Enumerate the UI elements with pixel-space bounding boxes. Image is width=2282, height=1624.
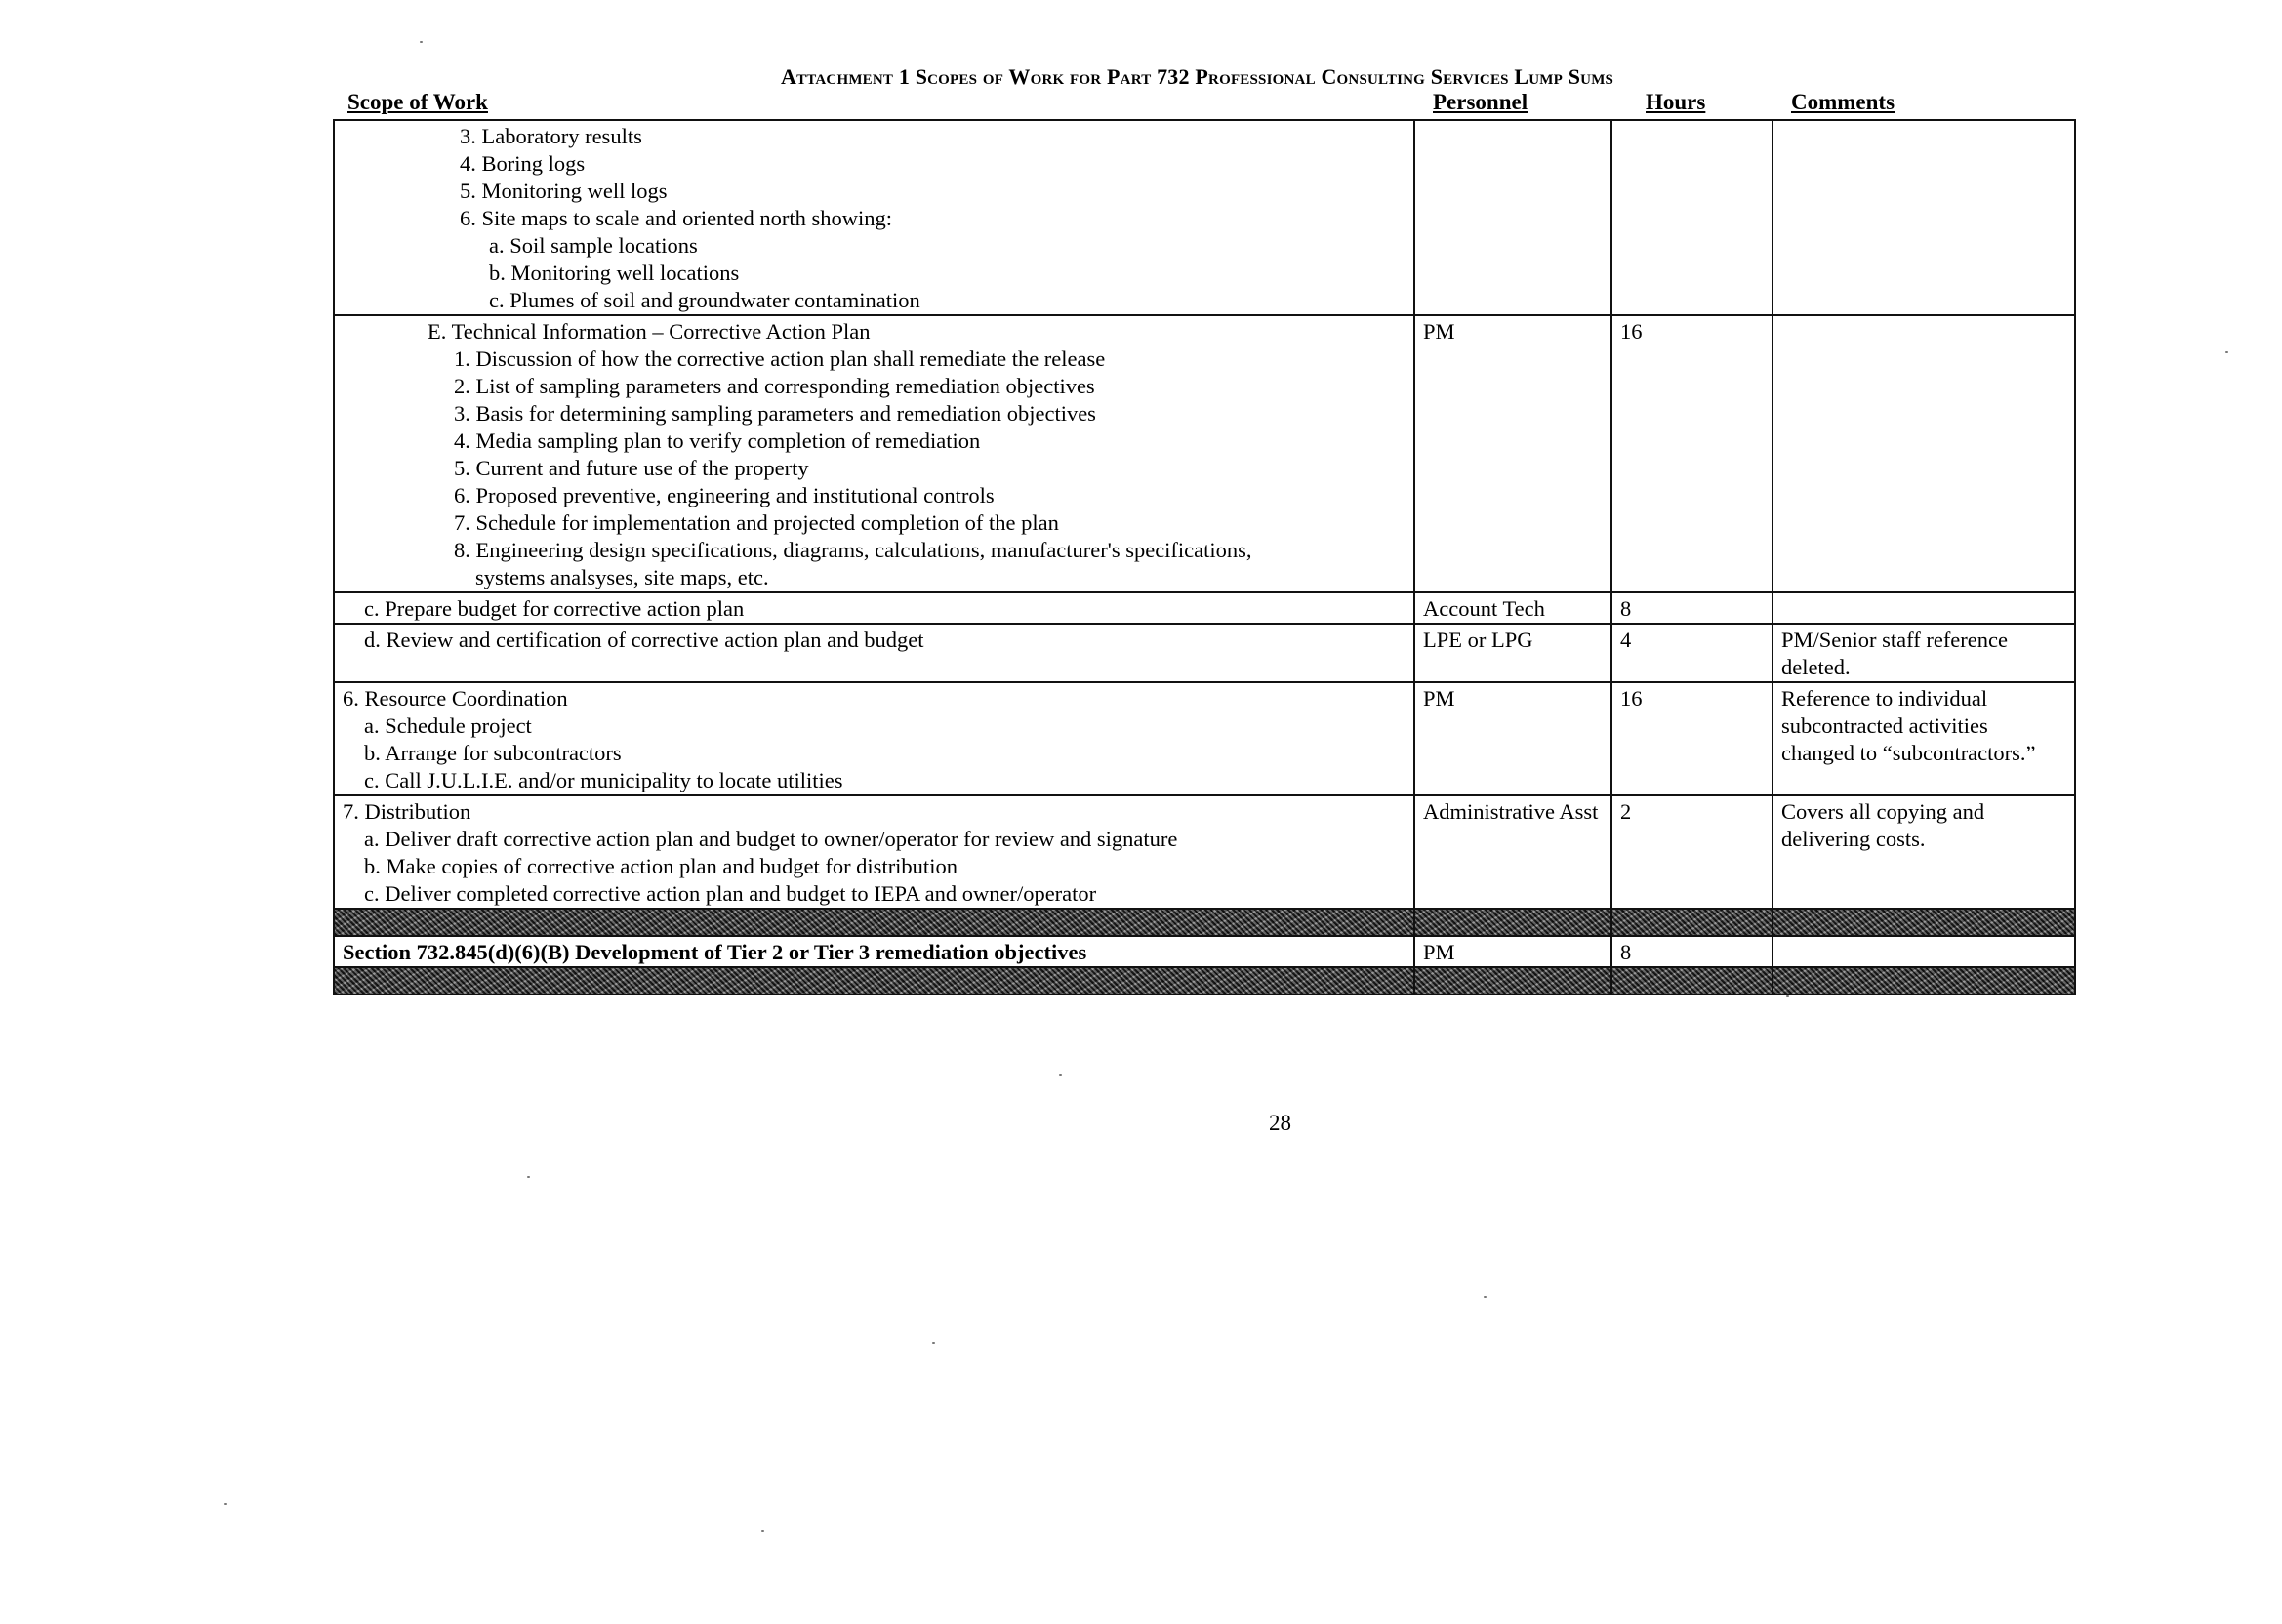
scope-cell: [334, 624, 1414, 682]
scope-line: 1. Discussion of how the corrective action plan shall remediate the release: [454, 346, 1106, 371]
scope-line: a. Deliver draft corrective action plan and budget to owner/operator for review and signature: [364, 827, 1178, 851]
scan-speck: [224, 1503, 227, 1505]
scan-speck: [932, 1342, 935, 1344]
scope-cell: [334, 315, 1414, 592]
scope-line: c. Deliver completed corrective action plan and budget to IEPA and owner/operator: [364, 881, 1097, 906]
scan-speck: [1786, 995, 1789, 997]
scope-line: 3. Laboratory results: [460, 124, 642, 148]
section-personnel-cell: PM: [1414, 936, 1611, 967]
hours-cell: 16: [1611, 315, 1773, 592]
table-row: [334, 315, 2075, 592]
scope-line: b. Arrange for subcontractors: [364, 741, 622, 765]
scope-line: 6. Site maps to scale and oriented north showing:: [460, 206, 893, 230]
scope-line: E. Technical Information – Corrective Action Plan: [428, 319, 871, 344]
table-row: [334, 624, 2075, 682]
hours-cell: [1611, 120, 1773, 315]
shaded-divider-row: [334, 909, 2075, 936]
scope-line: 4. Boring logs: [460, 151, 586, 176]
scan-speck: [527, 1176, 530, 1178]
scan-speck: [761, 1530, 764, 1532]
scope-cell: [334, 795, 1414, 909]
hours-cell: 4: [1611, 624, 1773, 682]
comments-cell: PM/Senior staff reference deleted.: [1773, 624, 2075, 682]
hours-cell: 8: [1611, 592, 1773, 624]
scope-line: 7. Distribution: [343, 799, 471, 824]
comments-cell: [1773, 592, 2075, 624]
header-scope-of-work: Scope of Work: [347, 90, 488, 114]
personnel-cell: Administrative Asst: [1414, 795, 1611, 909]
scope-line: 3. Basis for determining sampling parameters and remediation objectives: [454, 401, 1096, 426]
scope-cell: [334, 120, 1414, 315]
table-row: [334, 120, 2075, 315]
scope-line: 8. Engineering design specifications, diagrams, calculations, manufacturer's specifications,: [454, 538, 1252, 562]
scope-of-work-table: [333, 119, 2076, 995]
comments-cell: Reference to individual subcontracted activities changed to “subcontractors.”: [1773, 682, 2075, 795]
table-row: [334, 795, 2075, 909]
scope-line: c. Prepare budget for corrective action plan: [364, 596, 745, 621]
header-comments: Comments: [1791, 90, 1895, 114]
section-comments-cell: [1773, 936, 2075, 967]
scope-line: c. Plumes of soil and groundwater contamination: [489, 288, 920, 312]
scope-line: 7. Schedule for implementation and projected completion of the plan: [454, 510, 1059, 535]
personnel-cell: [1414, 120, 1611, 315]
section-scope-cell: Section 732.845(d)(6)(B) Development of Tier 2 or Tier 3 remediation objectives: [334, 936, 1414, 967]
document-title: Attachment 1 Scopes of Work for Part 732 Professional Consulting Services Lump Sums: [781, 64, 1614, 89]
scan-speck: [634, 991, 637, 993]
scope-line: 6. Proposed preventive, engineering and institutional controls: [454, 483, 995, 508]
scan-speck: [1059, 1074, 1062, 1076]
table-row: [334, 682, 2075, 795]
section-hours-cell: 8: [1611, 936, 1773, 967]
comments-cell: [1773, 120, 2075, 315]
scope-line: b. Make copies of corrective action plan and budget for distribution: [364, 854, 958, 878]
scope-line: 4. Media sampling plan to verify completion of remediation: [454, 428, 981, 453]
personnel-cell: LPE or LPG: [1414, 624, 1611, 682]
section-row: [334, 936, 2075, 967]
scope-line: d. Review and certification of corrective action plan and budget: [364, 628, 924, 652]
scope-line: 6. Resource Coordination: [343, 686, 568, 710]
scope-line: 5. Current and future use of the property: [454, 456, 809, 480]
scan-speck: [1484, 1296, 1487, 1298]
personnel-cell: Account Tech: [1414, 592, 1611, 624]
shaded-divider-row: [334, 967, 2075, 995]
header-personnel: Personnel: [1433, 90, 1528, 114]
hours-cell: 16: [1611, 682, 1773, 795]
personnel-cell: PM: [1414, 315, 1611, 592]
scan-speck: [2225, 351, 2228, 353]
hours-cell: 2: [1611, 795, 1773, 909]
scope-line: 5. Monitoring well logs: [460, 179, 668, 203]
comments-cell: [1773, 315, 2075, 592]
scope-line: a. Schedule project: [364, 713, 532, 738]
scope-line: c. Call J.U.L.I.E. and/or municipality to locate utilities: [364, 768, 843, 792]
scope-line: a. Soil sample locations: [489, 233, 698, 258]
scan-speck: [420, 41, 423, 43]
scope-line: b. Monitoring well locations: [489, 261, 740, 285]
table-row: [334, 592, 2075, 624]
scope-line: 2. List of sampling parameters and corresponding remediation objectives: [454, 374, 1095, 398]
scope-cell: [334, 682, 1414, 795]
scope-cell: [334, 592, 1414, 624]
comments-cell: Covers all copying and delivering costs.: [1773, 795, 2075, 909]
header-hours: Hours: [1646, 90, 1706, 114]
personnel-cell: PM: [1414, 682, 1611, 795]
scope-line: systems analsyses, site maps, etc.: [475, 565, 769, 589]
page-number: 28: [1269, 1111, 1291, 1135]
